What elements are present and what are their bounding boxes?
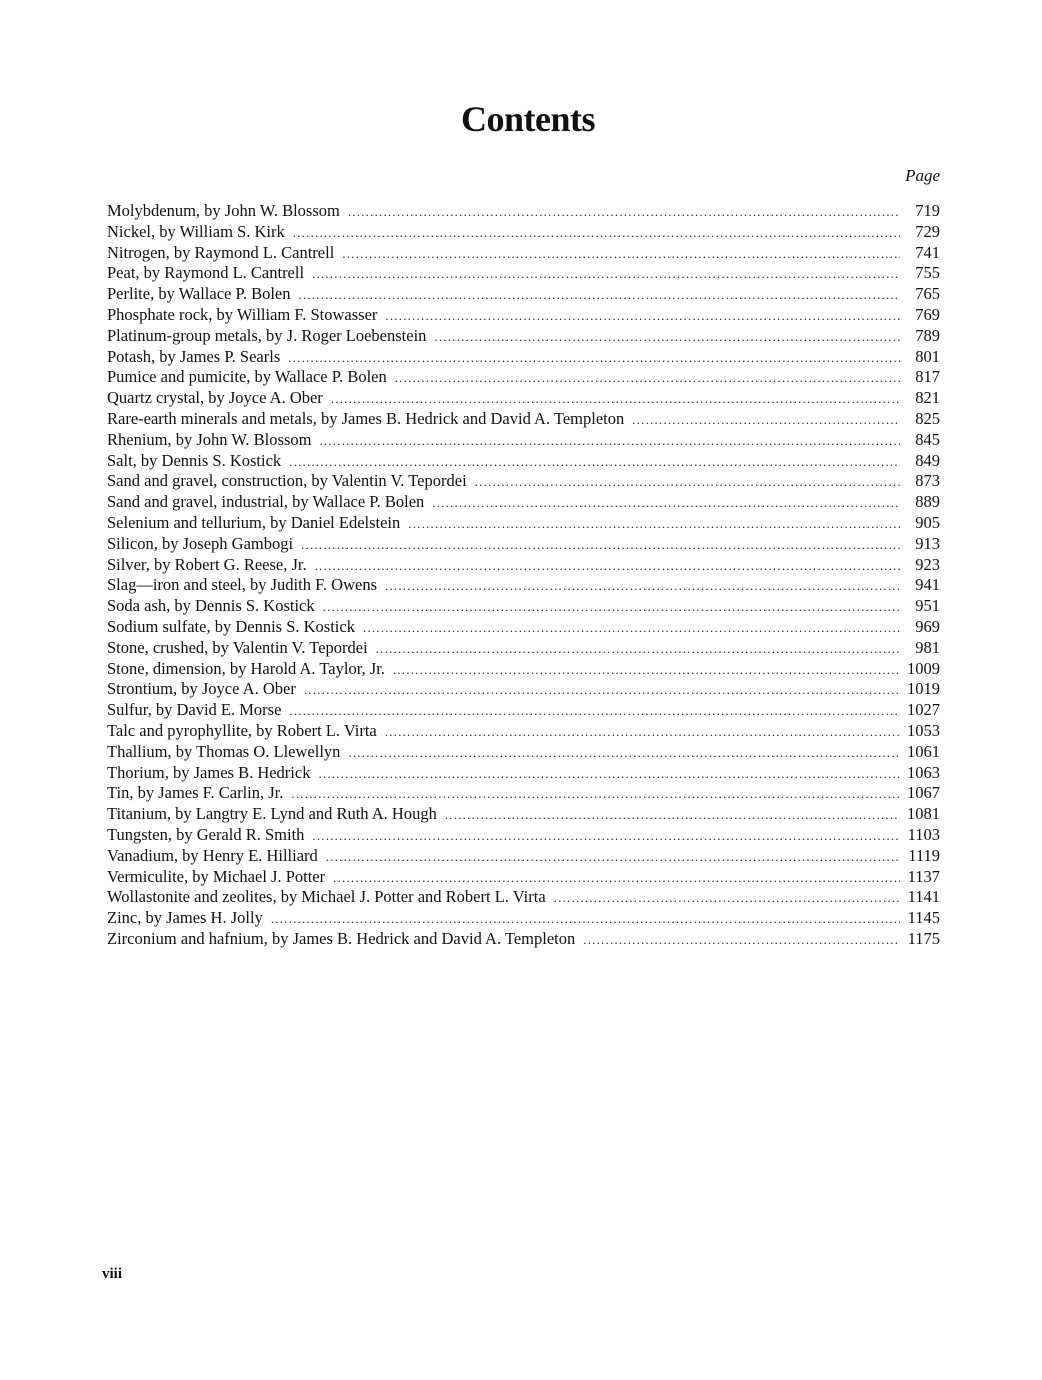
toc-entry-title: Tin, by James F. Carlin, Jr.	[107, 783, 284, 803]
toc-entry	[107, 492, 940, 513]
toc-entry	[107, 575, 940, 596]
toc-entry-title: Sand and gravel, construction, by Valentin V. Tepordei	[107, 471, 467, 491]
toc-entry	[107, 534, 940, 555]
dot-leader	[432, 493, 900, 514]
footer-page-number: viii	[102, 1266, 123, 1282]
toc-entry-page: 755	[915, 263, 940, 283]
toc-entry-title: Selenium and tellurium, by Daniel Edelstein	[107, 512, 401, 532]
toc-entry-title: Sand and gravel, industrial, by Wallace P. Bolen	[107, 492, 425, 512]
dot-leader	[475, 472, 900, 493]
table-of-contents	[107, 201, 940, 950]
dot-leader	[376, 639, 900, 660]
toc-entry-title: Nitrogen, by Raymond L. Cantrell	[107, 242, 335, 262]
dot-leader	[395, 368, 900, 389]
toc-entry-title: Tungsten, by Gerald R. Smith	[107, 824, 305, 844]
toc-entry-page: 1137	[907, 866, 940, 886]
toc-entry	[107, 825, 940, 846]
dot-leader	[326, 847, 900, 868]
dot-leader	[385, 306, 900, 327]
toc-entry-page: 873	[915, 471, 940, 491]
toc-entry-page: 1061	[907, 741, 940, 761]
dot-leader	[315, 556, 900, 577]
toc-entry-page: 889	[915, 492, 940, 512]
toc-entry-title: Molybdenum, by John W. Blossom	[107, 201, 340, 220]
toc-entry-page: 1053	[907, 720, 940, 740]
toc-entry-title: Peat, by Raymond L. Cantrell	[107, 263, 305, 283]
toc-entry-page: 849	[915, 450, 940, 470]
toc-entry-page: 719	[915, 201, 940, 220]
toc-entry-title: Vermiculite, by Michael J. Potter	[107, 866, 326, 886]
dot-leader	[289, 452, 900, 473]
toc-entry-page: 1141	[907, 887, 940, 907]
toc-entry-title: Soda ash, by Dennis S. Kostick	[107, 596, 315, 616]
toc-entry-page: 1027	[907, 700, 940, 720]
toc-entry	[107, 555, 940, 576]
toc-entry	[107, 305, 940, 326]
dot-leader	[342, 244, 900, 265]
toc-entry-title: Phosphate rock, by William F. Stowasser	[107, 304, 378, 324]
toc-entry-title: Vanadium, by Henry E. Hilliard	[107, 845, 318, 865]
toc-entry-title: Rhenium, by John W. Blossom	[107, 429, 312, 449]
toc-entry	[107, 201, 940, 222]
toc-entry	[107, 763, 940, 784]
toc-entry	[107, 804, 940, 825]
toc-entry-page: 1081	[907, 804, 940, 824]
toc-entry-page: 905	[915, 512, 940, 532]
toc-entry-page: 951	[915, 596, 940, 616]
dot-leader	[393, 660, 900, 681]
toc-entry-page: 789	[915, 325, 940, 345]
toc-entry-page: 1103	[907, 824, 940, 844]
toc-entry	[107, 742, 940, 763]
toc-entry	[107, 679, 940, 700]
dot-leader	[299, 285, 901, 306]
toc-entry-title: Nickel, by William S. Kirk	[107, 221, 285, 241]
toc-entry	[107, 263, 940, 284]
toc-entry-title: Stone, dimension, by Harold A. Taylor, Jr.	[107, 658, 385, 678]
toc-entry-page: 1009	[907, 658, 940, 678]
toc-entry-title: Strontium, by Joyce A. Ober	[107, 679, 296, 699]
toc-entry-page: 981	[915, 637, 940, 657]
toc-entry-page: 1145	[907, 908, 940, 928]
toc-entry-title: Thallium, by Thomas O. Llewellyn	[107, 741, 341, 761]
toc-entry-page: 1063	[907, 762, 940, 782]
toc-entry-title: Quartz crystal, by Joyce A. Ober	[107, 388, 323, 408]
dot-leader	[319, 431, 900, 452]
toc-entry-page: 769	[915, 304, 940, 324]
toc-entry-title: Zirconium and hafnium, by James B. Hedrick and David A. Templeton	[107, 928, 576, 948]
toc-entry-title: Slag—iron and steel, by Judith F. Owens	[107, 575, 377, 595]
toc-entry	[107, 721, 940, 742]
dot-leader	[318, 764, 900, 785]
toc-entry-title: Perlite, by Wallace P. Bolen	[107, 284, 291, 304]
toc-entry	[107, 347, 940, 368]
toc-entry-title: Platinum-group metals, by J. Roger Loebenstein	[107, 325, 427, 345]
toc-entry-title: Talc and pyrophyllite, by Robert L. Virta	[107, 720, 377, 740]
dot-leader	[554, 888, 900, 909]
toc-entry-title: Stone, crushed, by Valentin V. Tepordei	[107, 637, 368, 657]
dot-leader	[348, 743, 900, 764]
dot-leader	[323, 597, 900, 618]
toc-entry	[107, 471, 940, 492]
dot-leader	[363, 618, 900, 639]
toc-entry-page: 1175	[907, 928, 940, 948]
dot-leader	[632, 410, 900, 431]
toc-entry-page: 741	[915, 242, 940, 262]
toc-entry	[107, 617, 940, 638]
toc-entry-page: 765	[915, 284, 940, 304]
toc-entry	[107, 367, 940, 388]
toc-entry-page: 845	[915, 429, 940, 449]
toc-entry-page: 801	[915, 346, 940, 366]
dot-leader	[291, 784, 900, 805]
toc-entry	[107, 638, 940, 659]
toc-entry	[107, 284, 940, 305]
toc-entry	[107, 409, 940, 430]
toc-entry	[107, 908, 940, 929]
toc-entry-page: 729	[915, 221, 940, 241]
dot-leader	[583, 930, 900, 951]
toc-entry-title: Salt, by Dennis S. Kostick	[107, 450, 282, 470]
toc-entry	[107, 596, 940, 617]
toc-entry	[107, 659, 940, 680]
dot-leader	[408, 514, 900, 535]
toc-entry-title: Sulfur, by David E. Morse	[107, 700, 282, 720]
dot-leader	[301, 535, 900, 556]
toc-entry	[107, 887, 940, 908]
toc-entry-page: 969	[915, 616, 940, 636]
toc-entry-title: Thorium, by James B. Hedrick	[107, 762, 311, 782]
toc-entry-page: 817	[915, 367, 940, 387]
toc-entry-title: Pumice and pumicite, by Wallace P. Bolen	[107, 367, 387, 387]
toc-entry-page: 941	[915, 575, 940, 595]
toc-entry	[107, 222, 940, 243]
toc-entry	[107, 430, 940, 451]
dot-leader	[445, 805, 900, 826]
toc-entry	[107, 929, 940, 950]
toc-entry-title: Sodium sulfate, by Dennis S. Kostick	[107, 616, 355, 636]
dot-leader	[385, 576, 900, 597]
dot-leader	[331, 389, 900, 410]
toc-entry-page: 1119	[908, 845, 940, 865]
toc-entry-title: Silver, by Robert G. Reese, Jr.	[107, 554, 307, 574]
dot-leader	[385, 722, 900, 743]
toc-entry	[107, 700, 940, 721]
toc-entry-title: Rare-earth minerals and metals, by James B. Hedrick and David A. Templeton	[107, 408, 625, 428]
toc-entry-title: Silicon, by Joseph Gambogi	[107, 533, 294, 553]
toc-entry-page: 1067	[907, 783, 940, 803]
toc-entry-page: 1019	[907, 679, 940, 699]
toc-entry-page: 821	[915, 388, 940, 408]
toc-entry-title: Titanium, by Langtry E. Lynd and Ruth A. Hough	[107, 804, 437, 824]
toc-entry-page: 923	[915, 554, 940, 574]
dot-leader	[304, 680, 900, 701]
toc-entry	[107, 326, 940, 347]
toc-entry-title: Wollastonite and zeolites, by Michael J. Potter and Robert L. Virta	[107, 887, 546, 907]
dot-leader	[312, 826, 900, 847]
dot-leader	[434, 327, 900, 348]
dot-leader	[312, 264, 900, 285]
toc-entry	[107, 783, 940, 804]
dot-leader	[288, 348, 900, 369]
dot-leader	[271, 909, 900, 930]
toc-entry-title: Zinc, by James H. Jolly	[107, 908, 263, 928]
dot-leader	[333, 868, 900, 889]
toc-entry-title: Potash, by James P. Searls	[107, 346, 281, 366]
toc-entry	[107, 451, 940, 472]
page-column-label: Page	[905, 166, 940, 185]
dot-leader	[348, 202, 900, 223]
toc-entry-page: 913	[915, 533, 940, 553]
toc-entry	[107, 846, 940, 867]
toc-entry	[107, 243, 940, 264]
toc-entry	[107, 513, 940, 534]
page-title: Contents	[460, 99, 595, 139]
toc-entry	[107, 867, 940, 888]
dot-leader	[293, 223, 900, 244]
dot-leader	[289, 701, 900, 722]
toc-entry	[107, 388, 940, 409]
toc-entry-page: 825	[915, 408, 940, 428]
